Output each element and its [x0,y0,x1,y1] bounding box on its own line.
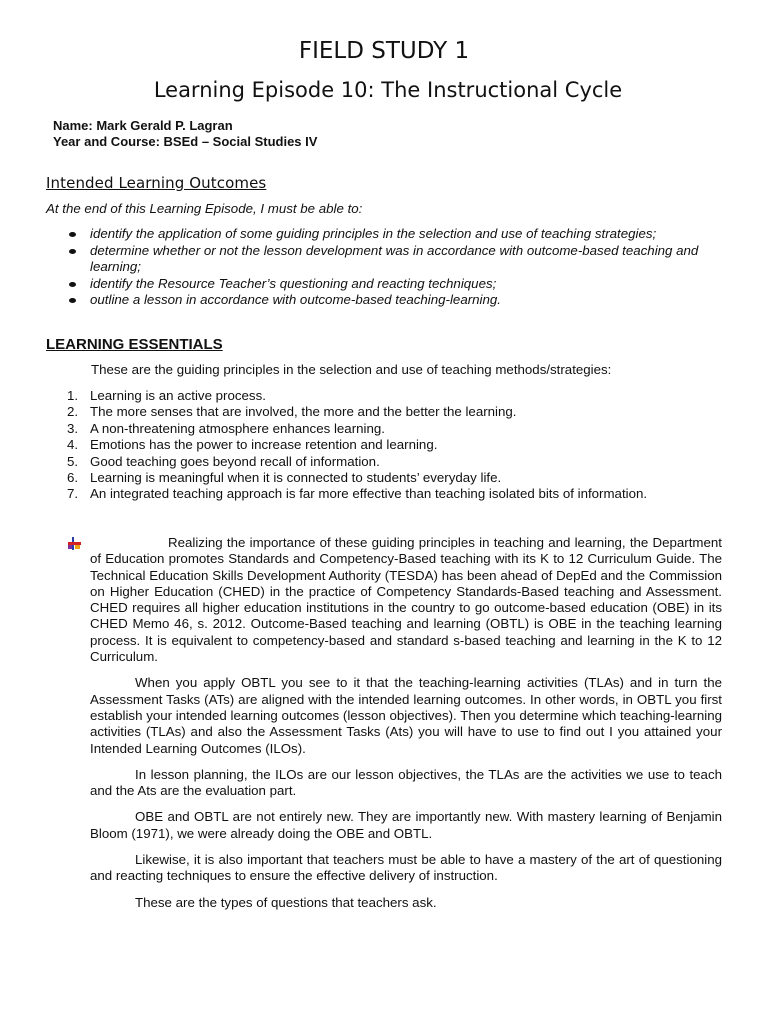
document-title: FIELD STUDY 1 [298,38,470,64]
paragraph: When you apply OBTL you see to it that the teaching-learning activities (TLAs) and in turn the Assessment Tasks (ATs) are aligned with the intended learning outcomes. In other words, in OBTL you first establish your intended learning outcomes (lesson objectives). Then you determine which teaching-learning activities (TLAs) and also the Assessment Tasks (Ats) you will have to use to find out I you attained your Intended Learning Outcomes (ILOs). [90,675,722,756]
list-item: 1. Learning is an active process. [67,388,266,403]
arrow-bullet-icon [68,537,81,550]
learning-essentials-intro: These are the guiding principles in the selection and use of teaching methods/strategies: [91,362,612,377]
paragraph: Realizing the importance of these guiding principles in teaching and learning, the Department of Education promotes Standards and Competency-Based teaching with its K to 12 Curriculum Guide. The Technical Education Skills Development Authority (TESDA) has been ahead of DepEd and the Commission on Higher Education (CHED) in the practice of Competency Standards-Based teaching and Assessment. CHED requires all higher education institutions in the country to go outcome-based education (OBE) in its CHED Memo 46, s. 2012. Outcome-Based teaching and learning (OBTL) is OBE in the teaching learning process. It is equivalent to competency-based and standard s-based teaching and learning in the K to 12 Curriculum. [90,535,722,665]
list-item: 2. The more senses that are involved, the more and the better the learning. [67,404,517,420]
list-item: identify the Resource Teacher’s questioning and reacting techniques; [68,276,748,293]
bullet-icon [69,249,76,254]
list-item: determine whether or not the lesson development was in accordance with outcome-based teaching and learning; [68,243,748,276]
bullet-icon [69,232,76,237]
list-item: 3. A non-threatening atmosphere enhances learning. [67,420,385,436]
learning-essentials-heading: LEARNING ESSENTIALS [46,336,223,353]
bullet-icon [69,298,76,303]
list-item: outline a lesson in accordance with outcome-based teaching-learning. [68,292,748,309]
student-name: Name: Mark Gerald P. Lagran [53,118,233,133]
paragraph: In lesson planning, the ILOs are our lesson objectives, the TLAs are the activities we use to teach and the Ats are the evaluation part. [90,766,722,799]
episode-title: Learning Episode 10: The Instructional Cycle [153,78,623,102]
principles-list [67,388,747,503]
paragraph: Likewise, it is also important that teachers must be able to have a mastery of the art of questioning and reacting techniques to ensure the effective delivery of instruction. [90,852,722,884]
paragraph: OBE and OBTL are not entirely new. They are importantly new. With mastery learning of Benjamin Bloom (1971), we were already doing the OBE and OBTL. [90,809,722,841]
list-item: 5. Good teaching goes beyond recall of information. [67,453,380,469]
ilo-list [68,226,748,309]
year-and-course: Year and Course: BSEd – Social Studies IV [53,134,318,149]
student-info [53,118,317,150]
paragraph: These are the types of questions that teachers ask. [135,894,437,910]
ilo-intro: At the end of this Learning Episode, I must be able to: [46,201,363,216]
list-item: 7. An integrated teaching approach is far more effective than teaching isolated bits of information. [67,486,648,502]
list-item: identify the application of some guiding principles in the selection and use of teaching strategies; [68,226,748,243]
body-text [90,535,722,921]
bullet-icon [69,282,76,287]
list-item: 6. Learning is meaningful when it is connected to students’ everyday life. [67,470,502,486]
ilo-heading: Intended Learning Outcomes [46,174,267,192]
list-item: 4. Emotions has the power to increase retention and learning. [67,437,438,453]
